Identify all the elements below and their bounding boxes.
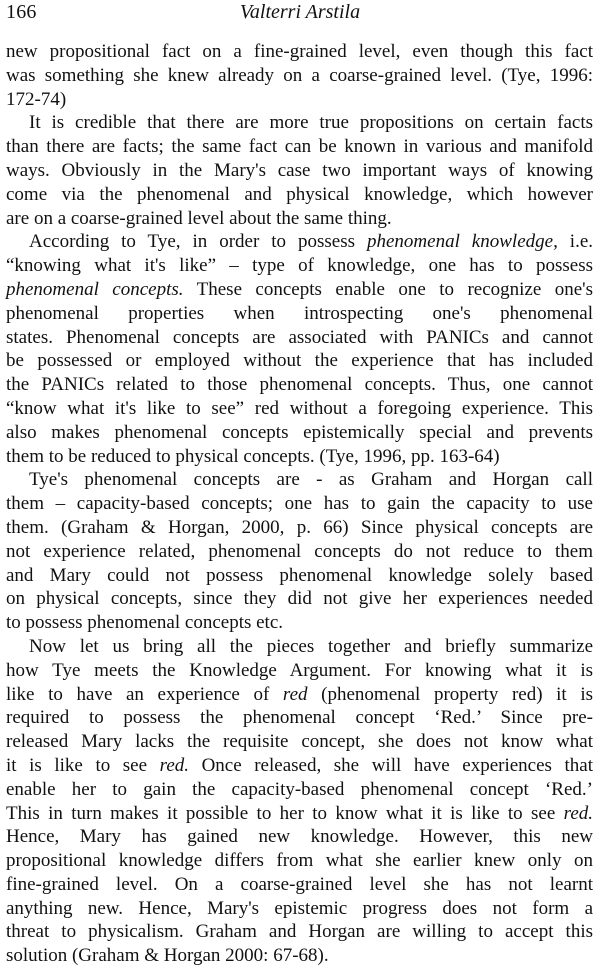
text-line: are on a coarse-grained level about the same thing. — [6, 207, 392, 229]
emphasis: red. — [563, 802, 593, 824]
text-line: and Mary could not possess phenomenal knowledge solely based — [6, 564, 593, 586]
text-line: was something she knew already on a coarse-grained level. (Tye, 1996: — [6, 64, 593, 86]
text-line: 172-74) — [6, 88, 67, 110]
text-line: it is like to see red. Once released, she will have experiences that — [6, 754, 593, 776]
text-line: than there are facts; the same fact can be known in various and manifold — [6, 136, 593, 158]
text-line: required to possess the phenomenal concept ‘Red.’ Since pre- — [6, 707, 593, 729]
page-number: 166 — [6, 1, 37, 23]
emphasis: phenomenal concepts. — [6, 278, 184, 300]
text-line: also makes phenomenal concepts epistemically special and prevents — [6, 421, 593, 443]
text-line: phenomenal properties when introspecting one's phenomenal — [6, 302, 593, 324]
text-line: enable her to gain the capacity-based phenomenal concept ‘Red.’ — [6, 778, 593, 800]
text-line: This in turn makes it possible to her to know what it is like to see red. — [6, 802, 593, 824]
text-line: come via the phenomenal and physical knowledge, which however — [6, 183, 593, 205]
text-line: solution (Graham & Horgan 2000: 67-68). — [6, 945, 329, 967]
text-line: Tye's phenomenal concepts are - as Graham and Horgan call — [29, 469, 593, 491]
text-line: them. (Graham & Horgan, 2000, p. 66) Since physical concepts are — [6, 516, 593, 538]
text-line: new propositional fact on a fine-grained level, even though this fact — [6, 41, 593, 62]
text-line: “knowing what it's like” – type of knowledge, one has to possess — [6, 255, 593, 277]
text-line: threat to physicalism. Graham and Horgan are willing to accept this — [6, 921, 593, 943]
text-line: propositional knowledge differs from what she earlier knew only on — [6, 850, 593, 872]
text-line: like to have an experience of red (phenomenal property red) it is — [6, 683, 594, 705]
page-header — [6, 0, 594, 28]
text-line: them – capacity-based concepts; one has to gain the capacity to use — [6, 493, 593, 515]
emphasis: phenomenal knowledge, — [366, 231, 558, 253]
text-line: how Tye meets the Knowledge Argument. For knowing what it is — [6, 659, 593, 681]
text-line: phenomenal concepts. These concepts enable one to recognize one's — [6, 278, 593, 300]
text-line: states. Phenomenal concepts are associated with PANICs and cannot — [6, 326, 593, 348]
text-line: It is credible that there are more true propositions on certain facts — [29, 112, 593, 134]
text-line: fine-grained level. On a coarse-grained level she has not learnt — [6, 873, 593, 895]
text-line: According to Tye, in order to possess phenomenal knowledge, i.e. — [29, 231, 594, 253]
text-line: be possessed or employed without the experience that has included — [6, 350, 593, 372]
emphasis: red. — [159, 754, 189, 776]
text-line: to possess phenomenal concepts etc. — [6, 612, 284, 634]
text-line: released Mary lacks the requisite concept, she does not know what — [6, 731, 593, 753]
text-line: on physical concepts, since they did not give her experiences needed — [6, 588, 593, 610]
text-line: them to be reduced to physical concepts. (Tye, 1996, pp. 163-64) — [6, 445, 500, 467]
text-line: not experience related, phenomenal concepts do not reduce to them — [6, 540, 593, 562]
running-title: Valterri Arstila — [239, 1, 361, 23]
text-line: the PANICs related to those phenomenal concepts. Thus, one cannot — [6, 374, 593, 396]
text-line: Hence, Mary has gained new knowledge. However, this new — [6, 826, 593, 848]
emphasis: red — [282, 683, 308, 705]
text-line: anything new. Hence, Mary's epistemic progress does not form a — [6, 897, 593, 919]
text-line: “know what it's like to see” red without a foregoing experience. This — [6, 397, 593, 419]
text-line: ways. Obviously in the Mary's case two important ways of knowing — [6, 159, 593, 181]
text-line: Now let us bring all the pieces together and briefly summarize — [29, 635, 593, 657]
body-text — [6, 40, 593, 968]
